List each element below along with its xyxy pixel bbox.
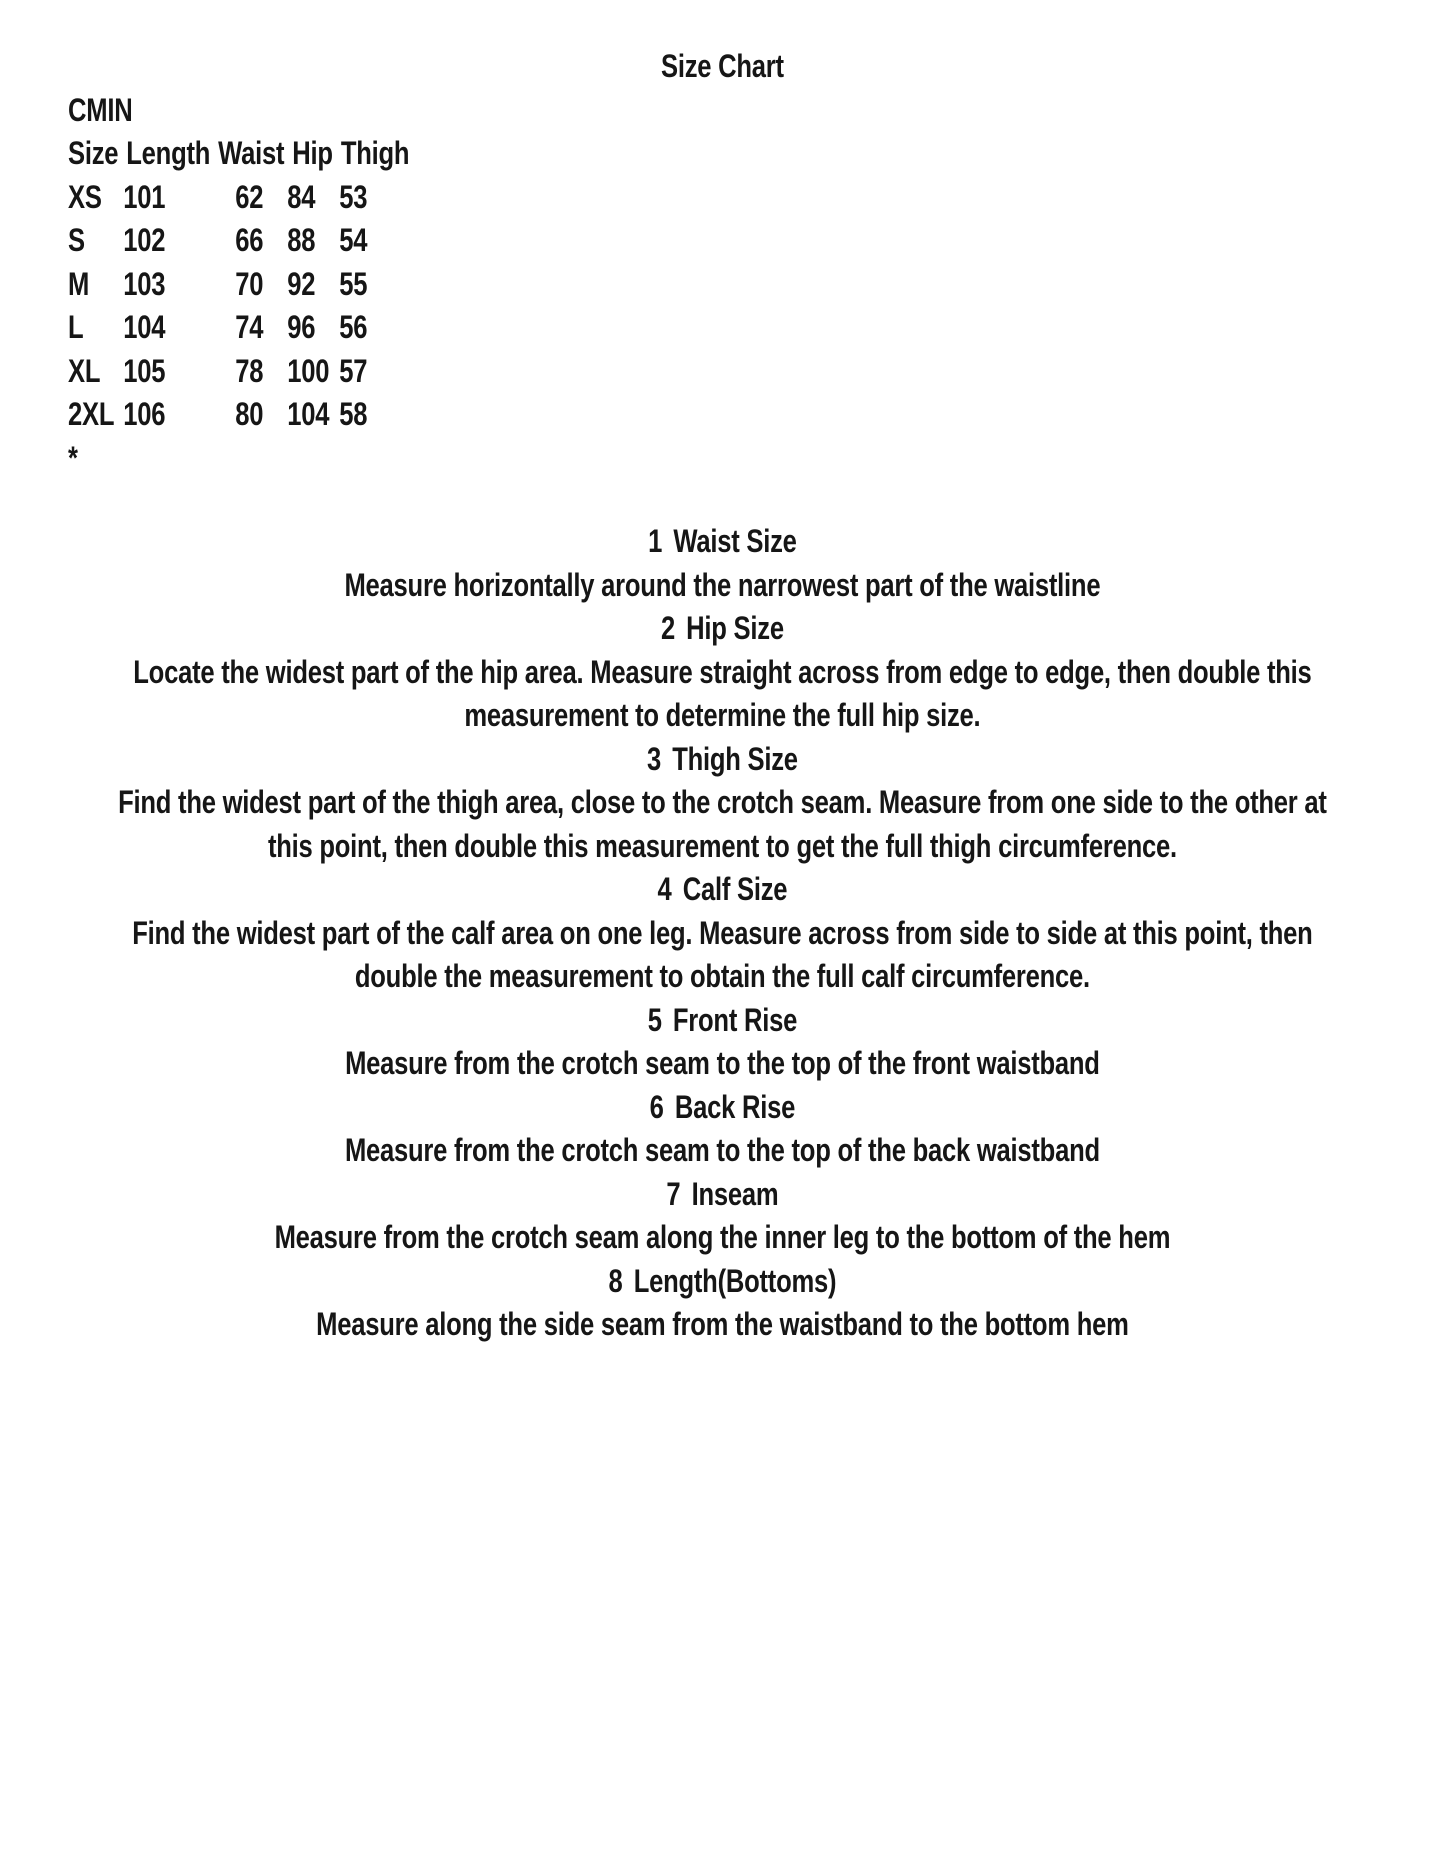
table-cell: 58 [339,396,368,432]
instruction-heading [0,999,1445,1043]
instruction-text-line: this point, then double this measurement to get the full thigh circumference. [267,827,1177,864]
instruction-text-line: Measure from the crotch seam to the top of the front waistband [345,1045,1100,1081]
column-header: Thigh [340,135,410,171]
size-table-header [68,132,1445,176]
table-cell: 62 [235,178,264,215]
instruction-number: 8 [608,1262,623,1299]
instruction-number: 4 [657,871,672,907]
column-header: Waist [218,135,285,171]
column-header: Length [126,135,211,171]
instruction-text-line: measurement to determine the full hip size. [464,697,981,733]
table-cell: S [68,222,85,258]
page-title: Size Chart [661,48,784,84]
instruction-number: 1 [648,523,663,559]
instruction-number: 3 [646,740,661,777]
section-spacer [0,480,1445,520]
table-cell: 101 [123,178,166,215]
table-cell: XL [68,352,101,389]
table-row [68,393,1445,437]
table-cell: M [68,265,90,302]
table-row [68,219,1445,263]
table-cell: 104 [287,396,330,432]
instruction-heading [0,607,1445,651]
table-cell: 53 [339,178,368,215]
instruction-heading [0,1260,1445,1304]
table-cell: 103 [123,265,166,302]
instruction-title: Front Rise [672,1001,798,1038]
instruction-text-line: Measure along the side seam from the waistband to the bottom hem [316,1306,1129,1342]
instruction-number: 2 [660,610,675,646]
table-cell: 78 [235,352,264,389]
instruction-text-line: Find the widest part of the thigh area, close to the crotch seam. Measure from one side to the other at [118,784,1327,820]
table-cell: 54 [339,222,368,258]
table-cell: 84 [287,178,316,215]
table-cell: L [68,309,84,345]
instruction-title: Waist Size [673,523,797,559]
instruction-text-line: Measure horizontally around the narrowest part of the waistline [344,566,1101,603]
instruction-title: Hip Size [686,610,784,646]
column-header: Hip [292,135,333,171]
table-cell: 104 [123,309,166,345]
instruction-text-line: Find the widest part of the calf area on one leg. Measure across from side to side at this point, then [132,914,1313,951]
instruction-number: 6 [649,1088,664,1125]
table-row [68,306,1445,350]
instruction-heading [0,520,1445,564]
instruction-heading [0,1173,1445,1217]
table-cell: 92 [287,265,316,302]
instruction-title: Back Rise [674,1088,796,1125]
table-row [68,176,1445,220]
footnote-asterisk: * [68,439,78,476]
table-cell: 56 [339,309,368,345]
table-cell: 80 [235,396,264,432]
instruction-heading [0,868,1445,912]
table-cell: 106 [123,396,166,432]
table-cell: 57 [339,352,368,389]
table-cell: 100 [287,352,330,389]
size-table [68,89,1445,481]
instruction-title: Calf Size [682,871,788,907]
table-cell: 88 [287,222,316,258]
instruction-text-line: double the measurement to obtain the full calf circumference. [354,958,1090,994]
instruction-heading [0,738,1445,782]
instruction-number: 7 [666,1175,681,1212]
measurement-instructions [0,520,1445,1347]
instruction-text-line: Measure from the crotch seam along the inner leg to the bottom of the hem [274,1219,1171,1255]
unit-label: CMIN [68,91,133,128]
table-cell: 74 [235,309,264,345]
instruction-text-line: Measure from the crotch seam to the top of the back waistband [344,1132,1100,1168]
table-row [68,350,1445,394]
instruction-title: Length(Bottoms) [633,1262,837,1299]
table-cell: 102 [123,222,166,258]
size-table-body [68,176,1445,437]
table-cell: 55 [339,265,368,302]
table-cell: 70 [235,265,264,302]
instruction-number: 5 [647,1001,662,1038]
table-cell: 66 [235,222,264,258]
instruction-heading [0,1086,1445,1130]
instruction-text-line: Locate the widest part of the hip area. Measure straight across from edge to edge, then double this [133,653,1312,690]
instruction-title: Thigh Size [672,740,798,777]
table-cell: 105 [123,352,166,389]
column-header: Size [68,135,119,171]
table-cell: 96 [287,309,316,345]
table-row [68,263,1445,307]
instruction-title: Inseam [691,1175,779,1212]
table-cell: 2XL [68,396,115,432]
table-cell: XS [68,178,102,215]
